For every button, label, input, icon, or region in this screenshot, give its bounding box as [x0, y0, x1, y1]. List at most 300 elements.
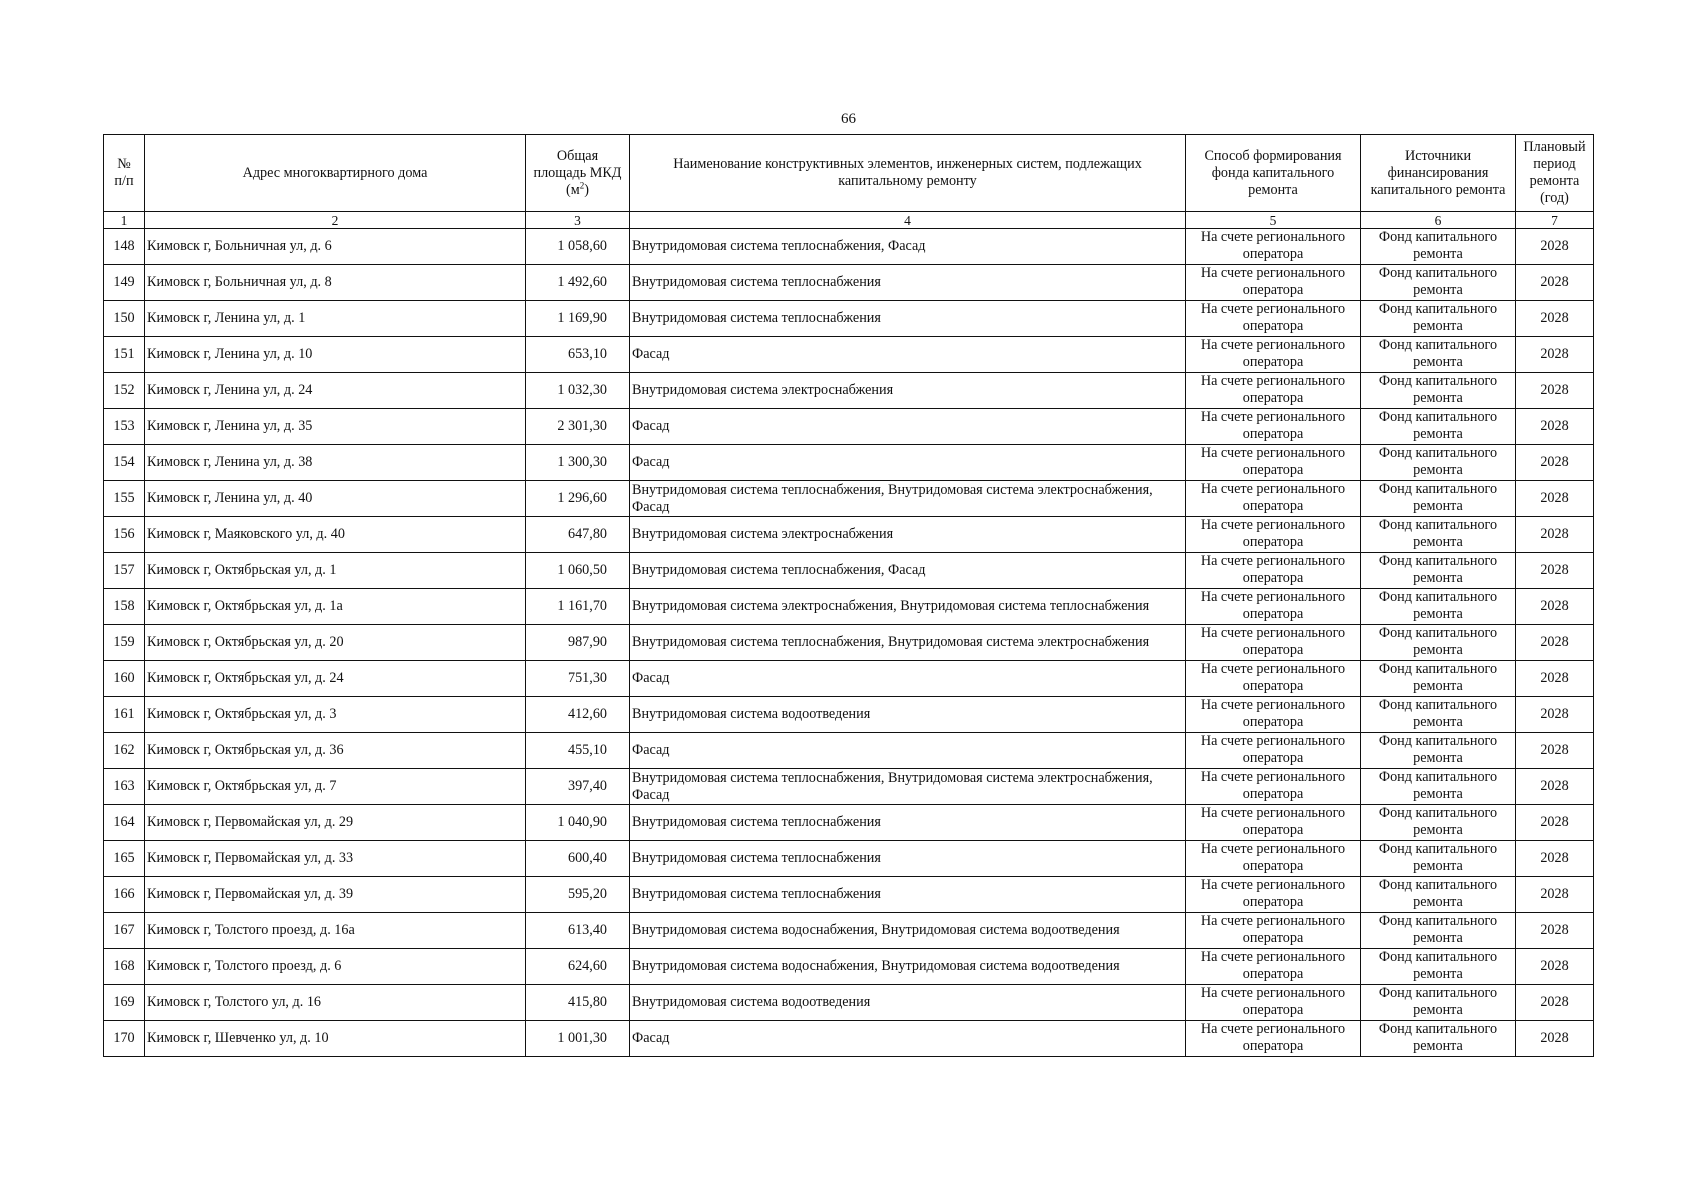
area-cell: 1 296,60 — [526, 481, 630, 517]
method-line: На счете регионального — [1200, 588, 1346, 605]
method-cell — [1186, 625, 1361, 661]
source-line: Фонд капитального — [1378, 840, 1498, 857]
row-number-cell: 149 — [104, 265, 145, 301]
year-cell: 2028 — [1516, 337, 1594, 373]
table-row — [104, 517, 1594, 553]
column-number-row — [104, 212, 1594, 229]
source-line: ремонта — [1413, 425, 1463, 442]
row-number-cell: 156 — [104, 517, 145, 553]
header-source: Источники финансирования капитального ремонта — [1361, 135, 1516, 212]
source-line: ремонта — [1413, 1001, 1463, 1018]
source-line: Фонд капитального — [1378, 264, 1498, 281]
source-cell — [1361, 661, 1516, 697]
row-number-cell: 157 — [104, 553, 145, 589]
header-area-unit-close: ) — [584, 181, 589, 198]
method-line: оператора — [1242, 389, 1304, 406]
method-cell — [1186, 697, 1361, 733]
row-number-cell: 150 — [104, 301, 145, 337]
year-cell: 2028 — [1516, 841, 1594, 877]
address-cell: Кимовск г, Ленина ул, д. 10 — [145, 337, 526, 373]
year-cell: 2028 — [1516, 409, 1594, 445]
year-cell: 2028 — [1516, 373, 1594, 409]
source-cell — [1361, 481, 1516, 517]
method-line: оператора — [1242, 749, 1304, 766]
address-cell: Кимовск г, Толстого проезд, д. 6 — [145, 949, 526, 985]
table-row — [104, 625, 1594, 661]
row-number-cell: 155 — [104, 481, 145, 517]
source-line: ремонта — [1413, 929, 1463, 946]
method-cell — [1186, 229, 1361, 265]
table-row — [104, 1021, 1594, 1057]
elements-cell: Внутридомовая система теплоснабжения, Фасад — [630, 229, 1186, 265]
source-line: Фонд капитального — [1378, 480, 1498, 497]
table-row — [104, 337, 1594, 373]
elements-cell: Внутридомовая система электроснабжения — [630, 373, 1186, 409]
address-cell: Кимовск г, Октябрьская ул, д. 1а — [145, 589, 526, 625]
area-cell: 624,60 — [526, 949, 630, 985]
method-line: На счете регионального — [1200, 444, 1346, 461]
method-cell — [1186, 373, 1361, 409]
address-cell: Кимовск г, Октябрьская ул, д. 3 — [145, 697, 526, 733]
year-cell: 2028 — [1516, 877, 1594, 913]
source-cell — [1361, 733, 1516, 769]
table-row — [104, 481, 1594, 517]
elements-cell: Внутридомовая система электроснабжения, Внутридомовая система теплоснабжения — [630, 589, 1186, 625]
elements-cell: Внутридомовая система водоснабжения, Внутридомовая система водоотведения — [630, 949, 1186, 985]
address-cell: Кимовск г, Ленина ул, д. 1 — [145, 301, 526, 337]
method-line: оператора — [1242, 713, 1304, 730]
source-line: ремонта — [1413, 461, 1463, 478]
area-cell: 1 040,90 — [526, 805, 630, 841]
method-line: оператора — [1242, 245, 1304, 262]
source-line: Фонд капитального — [1378, 768, 1498, 785]
area-cell: 1 161,70 — [526, 589, 630, 625]
area-cell: 1 060,50 — [526, 553, 630, 589]
area-cell: 412,60 — [526, 697, 630, 733]
area-cell: 397,40 — [526, 769, 630, 805]
method-line: На счете регионального — [1200, 228, 1346, 245]
method-line: оператора — [1242, 533, 1304, 550]
row-number-cell: 161 — [104, 697, 145, 733]
table-row — [104, 733, 1594, 769]
row-number-cell: 158 — [104, 589, 145, 625]
area-cell: 600,40 — [526, 841, 630, 877]
method-line: На счете регионального — [1200, 948, 1346, 965]
source-line: Фонд капитального — [1378, 1020, 1498, 1037]
address-cell: Кимовск г, Ленина ул, д. 40 — [145, 481, 526, 517]
header-area-unit-sup: 2 — [579, 179, 585, 190]
column-number: 7 — [1516, 212, 1594, 229]
row-number-cell: 168 — [104, 949, 145, 985]
row-number-cell: 162 — [104, 733, 145, 769]
header-row — [104, 135, 1594, 212]
source-line: Фонд капитального — [1378, 372, 1498, 389]
source-cell — [1361, 301, 1516, 337]
row-number-cell: 165 — [104, 841, 145, 877]
source-line: Фонд капитального — [1378, 444, 1498, 461]
row-number-cell: 163 — [104, 769, 145, 805]
table-body — [104, 229, 1594, 1057]
column-number: 2 — [145, 212, 526, 229]
method-line: На счете регионального — [1200, 804, 1346, 821]
method-line: оператора — [1242, 497, 1304, 514]
area-cell: 987,90 — [526, 625, 630, 661]
method-line: На счете регионального — [1200, 1020, 1346, 1037]
method-cell — [1186, 265, 1361, 301]
method-line: На счете регионального — [1200, 516, 1346, 533]
address-cell: Кимовск г, Ленина ул, д. 35 — [145, 409, 526, 445]
row-number-cell: 153 — [104, 409, 145, 445]
header-area-unit-open: (м — [566, 181, 580, 198]
header-elements: Наименование конструктивных элементов, инженерных систем, подлежащих капитальному ремонту — [630, 135, 1186, 212]
source-line: ремонта — [1413, 821, 1463, 838]
repair-schedule-table — [103, 134, 1594, 1057]
source-line: Фонд капитального — [1378, 732, 1498, 749]
source-line: Фонд капитального — [1378, 984, 1498, 1001]
elements-cell: Внутридомовая система теплоснабжения, Фасад — [630, 553, 1186, 589]
method-cell — [1186, 805, 1361, 841]
year-cell: 2028 — [1516, 733, 1594, 769]
area-cell: 1 300,30 — [526, 445, 630, 481]
source-line: ремонта — [1413, 533, 1463, 550]
method-line: оператора — [1242, 785, 1304, 802]
year-cell: 2028 — [1516, 697, 1594, 733]
method-line: оператора — [1242, 317, 1304, 334]
method-line: На счете регионального — [1200, 732, 1346, 749]
table-row — [104, 913, 1594, 949]
table-row — [104, 697, 1594, 733]
year-cell: 2028 — [1516, 301, 1594, 337]
table-row — [104, 949, 1594, 985]
year-cell: 2028 — [1516, 265, 1594, 301]
method-line: На счете регионального — [1200, 840, 1346, 857]
header-num-line2: п/п — [114, 173, 134, 189]
source-cell — [1361, 949, 1516, 985]
header-period: Плановый период ремонта (год) — [1516, 135, 1594, 212]
source-cell — [1361, 877, 1516, 913]
address-cell: Кимовск г, Октябрьская ул, д. 20 — [145, 625, 526, 661]
method-cell — [1186, 445, 1361, 481]
method-line: На счете регионального — [1200, 660, 1346, 677]
method-line: оператора — [1242, 929, 1304, 946]
area-cell: 1 058,60 — [526, 229, 630, 265]
source-line: Фонд капитального — [1378, 588, 1498, 605]
column-number: 6 — [1361, 212, 1516, 229]
table-row — [104, 841, 1594, 877]
area-cell: 751,30 — [526, 661, 630, 697]
table-row — [104, 877, 1594, 913]
source-line: Фонд капитального — [1378, 336, 1498, 353]
header-area-unit — [528, 179, 627, 199]
area-cell: 415,80 — [526, 985, 630, 1021]
method-cell — [1186, 517, 1361, 553]
year-cell: 2028 — [1516, 517, 1594, 553]
method-cell — [1186, 913, 1361, 949]
year-cell: 2028 — [1516, 949, 1594, 985]
source-cell — [1361, 913, 1516, 949]
source-line: ремонта — [1413, 677, 1463, 694]
elements-cell: Внутридомовая система теплоснабжения, Внутридомовая система электроснабжения — [630, 625, 1186, 661]
source-cell — [1361, 841, 1516, 877]
header-method: Способ формирования фонда капитального ремонта — [1186, 135, 1361, 212]
area-cell: 1 169,90 — [526, 301, 630, 337]
source-line: ремонта — [1413, 641, 1463, 658]
year-cell: 2028 — [1516, 553, 1594, 589]
source-cell — [1361, 769, 1516, 805]
header-area — [526, 135, 630, 212]
source-line: Фонд капитального — [1378, 696, 1498, 713]
address-cell: Кимовск г, Первомайская ул, д. 33 — [145, 841, 526, 877]
row-number-cell: 151 — [104, 337, 145, 373]
area-cell: 653,10 — [526, 337, 630, 373]
method-line: На счете регионального — [1200, 300, 1346, 317]
elements-cell: Внутридомовая система теплоснабжения — [630, 301, 1186, 337]
elements-cell: Внутридомовая система теплоснабжения — [630, 877, 1186, 913]
year-cell: 2028 — [1516, 481, 1594, 517]
table-row — [104, 769, 1594, 805]
source-cell — [1361, 337, 1516, 373]
row-number-cell: 154 — [104, 445, 145, 481]
source-line: ремонта — [1413, 1037, 1463, 1054]
row-number-cell: 152 — [104, 373, 145, 409]
method-line: На счете регионального — [1200, 372, 1346, 389]
address-cell: Кимовск г, Октябрьская ул, д. 1 — [145, 553, 526, 589]
address-cell: Кимовск г, Шевченко ул, д. 10 — [145, 1021, 526, 1057]
method-cell — [1186, 337, 1361, 373]
address-cell: Кимовск г, Первомайская ул, д. 39 — [145, 877, 526, 913]
method-line: оператора — [1242, 605, 1304, 622]
source-cell — [1361, 265, 1516, 301]
header-num — [104, 135, 145, 212]
area-cell: 647,80 — [526, 517, 630, 553]
row-number-cell: 167 — [104, 913, 145, 949]
method-line: На счете регионального — [1200, 480, 1346, 497]
year-cell: 2028 — [1516, 1021, 1594, 1057]
source-line: Фонд капитального — [1378, 624, 1498, 641]
method-line: На счете регионального — [1200, 336, 1346, 353]
source-cell — [1361, 625, 1516, 661]
year-cell: 2028 — [1516, 229, 1594, 265]
area-cell: 1 492,60 — [526, 265, 630, 301]
source-line: Фонд капитального — [1378, 228, 1498, 245]
source-line: ремонта — [1413, 749, 1463, 766]
elements-cell: Фасад — [630, 661, 1186, 697]
table-row — [104, 229, 1594, 265]
address-cell: Кимовск г, Октябрьская ул, д. 7 — [145, 769, 526, 805]
source-line: ремонта — [1413, 353, 1463, 370]
elements-cell: Фасад — [630, 337, 1186, 373]
year-cell: 2028 — [1516, 913, 1594, 949]
source-cell — [1361, 409, 1516, 445]
row-number-cell: 170 — [104, 1021, 145, 1057]
table-row — [104, 589, 1594, 625]
method-line: оператора — [1242, 677, 1304, 694]
elements-cell: Внутридомовая система теплоснабжения — [630, 841, 1186, 877]
elements-cell: Фасад — [630, 1021, 1186, 1057]
method-line: На счете регионального — [1200, 408, 1346, 425]
method-line: оператора — [1242, 425, 1304, 442]
address-cell: Кимовск г, Толстого ул, д. 16 — [145, 985, 526, 1021]
row-number-cell: 164 — [104, 805, 145, 841]
source-cell — [1361, 1021, 1516, 1057]
row-number-cell: 160 — [104, 661, 145, 697]
method-line: На счете регионального — [1200, 624, 1346, 641]
source-line: Фонд капитального — [1378, 912, 1498, 929]
method-cell — [1186, 877, 1361, 913]
method-cell — [1186, 733, 1361, 769]
table-row — [104, 985, 1594, 1021]
source-line: ремонта — [1413, 497, 1463, 514]
method-line: На счете регионального — [1200, 912, 1346, 929]
table-row — [104, 301, 1594, 337]
source-line: ремонта — [1413, 893, 1463, 910]
area-cell: 613,40 — [526, 913, 630, 949]
row-number-cell: 169 — [104, 985, 145, 1021]
source-line: ремонта — [1413, 965, 1463, 982]
table-row — [104, 445, 1594, 481]
method-cell — [1186, 481, 1361, 517]
source-line: Фонд капитального — [1378, 948, 1498, 965]
source-line: Фонд капитального — [1378, 408, 1498, 425]
source-cell — [1361, 589, 1516, 625]
elements-cell: Внутридомовая система теплоснабжения — [630, 805, 1186, 841]
method-cell — [1186, 553, 1361, 589]
source-line: ремонта — [1413, 569, 1463, 586]
method-cell — [1186, 985, 1361, 1021]
source-cell — [1361, 445, 1516, 481]
column-number: 4 — [630, 212, 1186, 229]
source-line: ремонта — [1413, 857, 1463, 874]
table-row — [104, 409, 1594, 445]
source-cell — [1361, 517, 1516, 553]
address-cell: Кимовск г, Первомайская ул, д. 29 — [145, 805, 526, 841]
address-cell: Кимовск г, Октябрьская ул, д. 36 — [145, 733, 526, 769]
source-cell — [1361, 697, 1516, 733]
column-number: 3 — [526, 212, 630, 229]
source-line: ремонта — [1413, 281, 1463, 298]
table-row — [104, 661, 1594, 697]
elements-cell: Фасад — [630, 445, 1186, 481]
method-line: оператора — [1242, 461, 1304, 478]
source-cell — [1361, 553, 1516, 589]
year-cell: 2028 — [1516, 661, 1594, 697]
method-line: оператора — [1242, 281, 1304, 298]
source-line: Фонд капитального — [1378, 660, 1498, 677]
table-row — [104, 265, 1594, 301]
method-line: оператора — [1242, 641, 1304, 658]
method-cell — [1186, 949, 1361, 985]
method-line: оператора — [1242, 1001, 1304, 1018]
column-number: 5 — [1186, 212, 1361, 229]
address-cell: Кимовск г, Маяковского ул, д. 40 — [145, 517, 526, 553]
year-cell: 2028 — [1516, 625, 1594, 661]
elements-cell: Фасад — [630, 733, 1186, 769]
source-line: Фонд капитального — [1378, 804, 1498, 821]
address-cell: Кимовск г, Ленина ул, д. 24 — [145, 373, 526, 409]
area-cell: 455,10 — [526, 733, 630, 769]
source-line: ремонта — [1413, 785, 1463, 802]
table-row — [104, 805, 1594, 841]
year-cell: 2028 — [1516, 805, 1594, 841]
elements-cell: Внутридомовая система электроснабжения — [630, 517, 1186, 553]
source-line: ремонта — [1413, 245, 1463, 262]
row-number-cell: 166 — [104, 877, 145, 913]
elements-cell: Внутридомовая система теплоснабжения, Внутридомовая система электроснабжения, Фасад — [630, 481, 1186, 517]
area-cell: 595,20 — [526, 877, 630, 913]
method-line: оператора — [1242, 353, 1304, 370]
method-cell — [1186, 589, 1361, 625]
source-line: Фонд капитального — [1378, 516, 1498, 533]
method-cell — [1186, 841, 1361, 877]
year-cell: 2028 — [1516, 769, 1594, 805]
source-cell — [1361, 985, 1516, 1021]
elements-cell: Внутридомовая система теплоснабжения, Внутридомовая система электроснабжения, Фасад — [630, 769, 1186, 805]
method-cell — [1186, 661, 1361, 697]
year-cell: 2028 — [1516, 985, 1594, 1021]
elements-cell: Внутридомовая система водоснабжения, Внутридомовая система водоотведения — [630, 913, 1186, 949]
source-cell — [1361, 229, 1516, 265]
elements-cell: Внутридомовая система водоотведения — [630, 697, 1186, 733]
method-cell — [1186, 769, 1361, 805]
method-line: оператора — [1242, 857, 1304, 874]
header-address: Адрес многоквартирного дома — [145, 135, 526, 212]
source-line: Фонд капитального — [1378, 876, 1498, 893]
method-line: оператора — [1242, 821, 1304, 838]
column-number: 1 — [104, 212, 145, 229]
source-line: Фонд капитального — [1378, 300, 1498, 317]
table-row — [104, 553, 1594, 589]
header-num-line1: № — [117, 156, 131, 172]
method-line: На счете регионального — [1200, 552, 1346, 569]
area-cell: 1 001,30 — [526, 1021, 630, 1057]
row-number-cell: 148 — [104, 229, 145, 265]
elements-cell: Фасад — [630, 409, 1186, 445]
address-cell: Кимовск г, Ленина ул, д. 38 — [145, 445, 526, 481]
method-line: На счете регионального — [1200, 984, 1346, 1001]
source-cell — [1361, 805, 1516, 841]
method-cell — [1186, 1021, 1361, 1057]
method-line: оператора — [1242, 965, 1304, 982]
header-area-line2: площадь МКД — [533, 164, 622, 181]
method-line: На счете регионального — [1200, 264, 1346, 281]
elements-cell: Внутридомовая система теплоснабжения — [630, 265, 1186, 301]
table-row — [104, 373, 1594, 409]
method-line: оператора — [1242, 893, 1304, 910]
row-number-cell: 159 — [104, 625, 145, 661]
method-line: На счете регионального — [1200, 696, 1346, 713]
method-line: На счете регионального — [1200, 876, 1346, 893]
header-area-line1: Общая — [556, 147, 599, 164]
address-cell: Кимовск г, Октябрьская ул, д. 24 — [145, 661, 526, 697]
method-line: оператора — [1242, 1037, 1304, 1054]
source-line: ремонта — [1413, 713, 1463, 730]
area-cell: 2 301,30 — [526, 409, 630, 445]
method-cell — [1186, 301, 1361, 337]
area-cell: 1 032,30 — [526, 373, 630, 409]
year-cell: 2028 — [1516, 589, 1594, 625]
source-line: ремонта — [1413, 389, 1463, 406]
method-line: оператора — [1242, 569, 1304, 586]
source-line: ремонта — [1413, 317, 1463, 334]
source-cell — [1361, 373, 1516, 409]
method-cell — [1186, 409, 1361, 445]
year-cell: 2028 — [1516, 445, 1594, 481]
source-line: ремонта — [1413, 605, 1463, 622]
source-line: Фонд капитального — [1378, 552, 1498, 569]
address-cell: Кимовск г, Больничная ул, д. 8 — [145, 265, 526, 301]
address-cell: Кимовск г, Больничная ул, д. 6 — [145, 229, 526, 265]
address-cell: Кимовск г, Толстого проезд, д. 16а — [145, 913, 526, 949]
